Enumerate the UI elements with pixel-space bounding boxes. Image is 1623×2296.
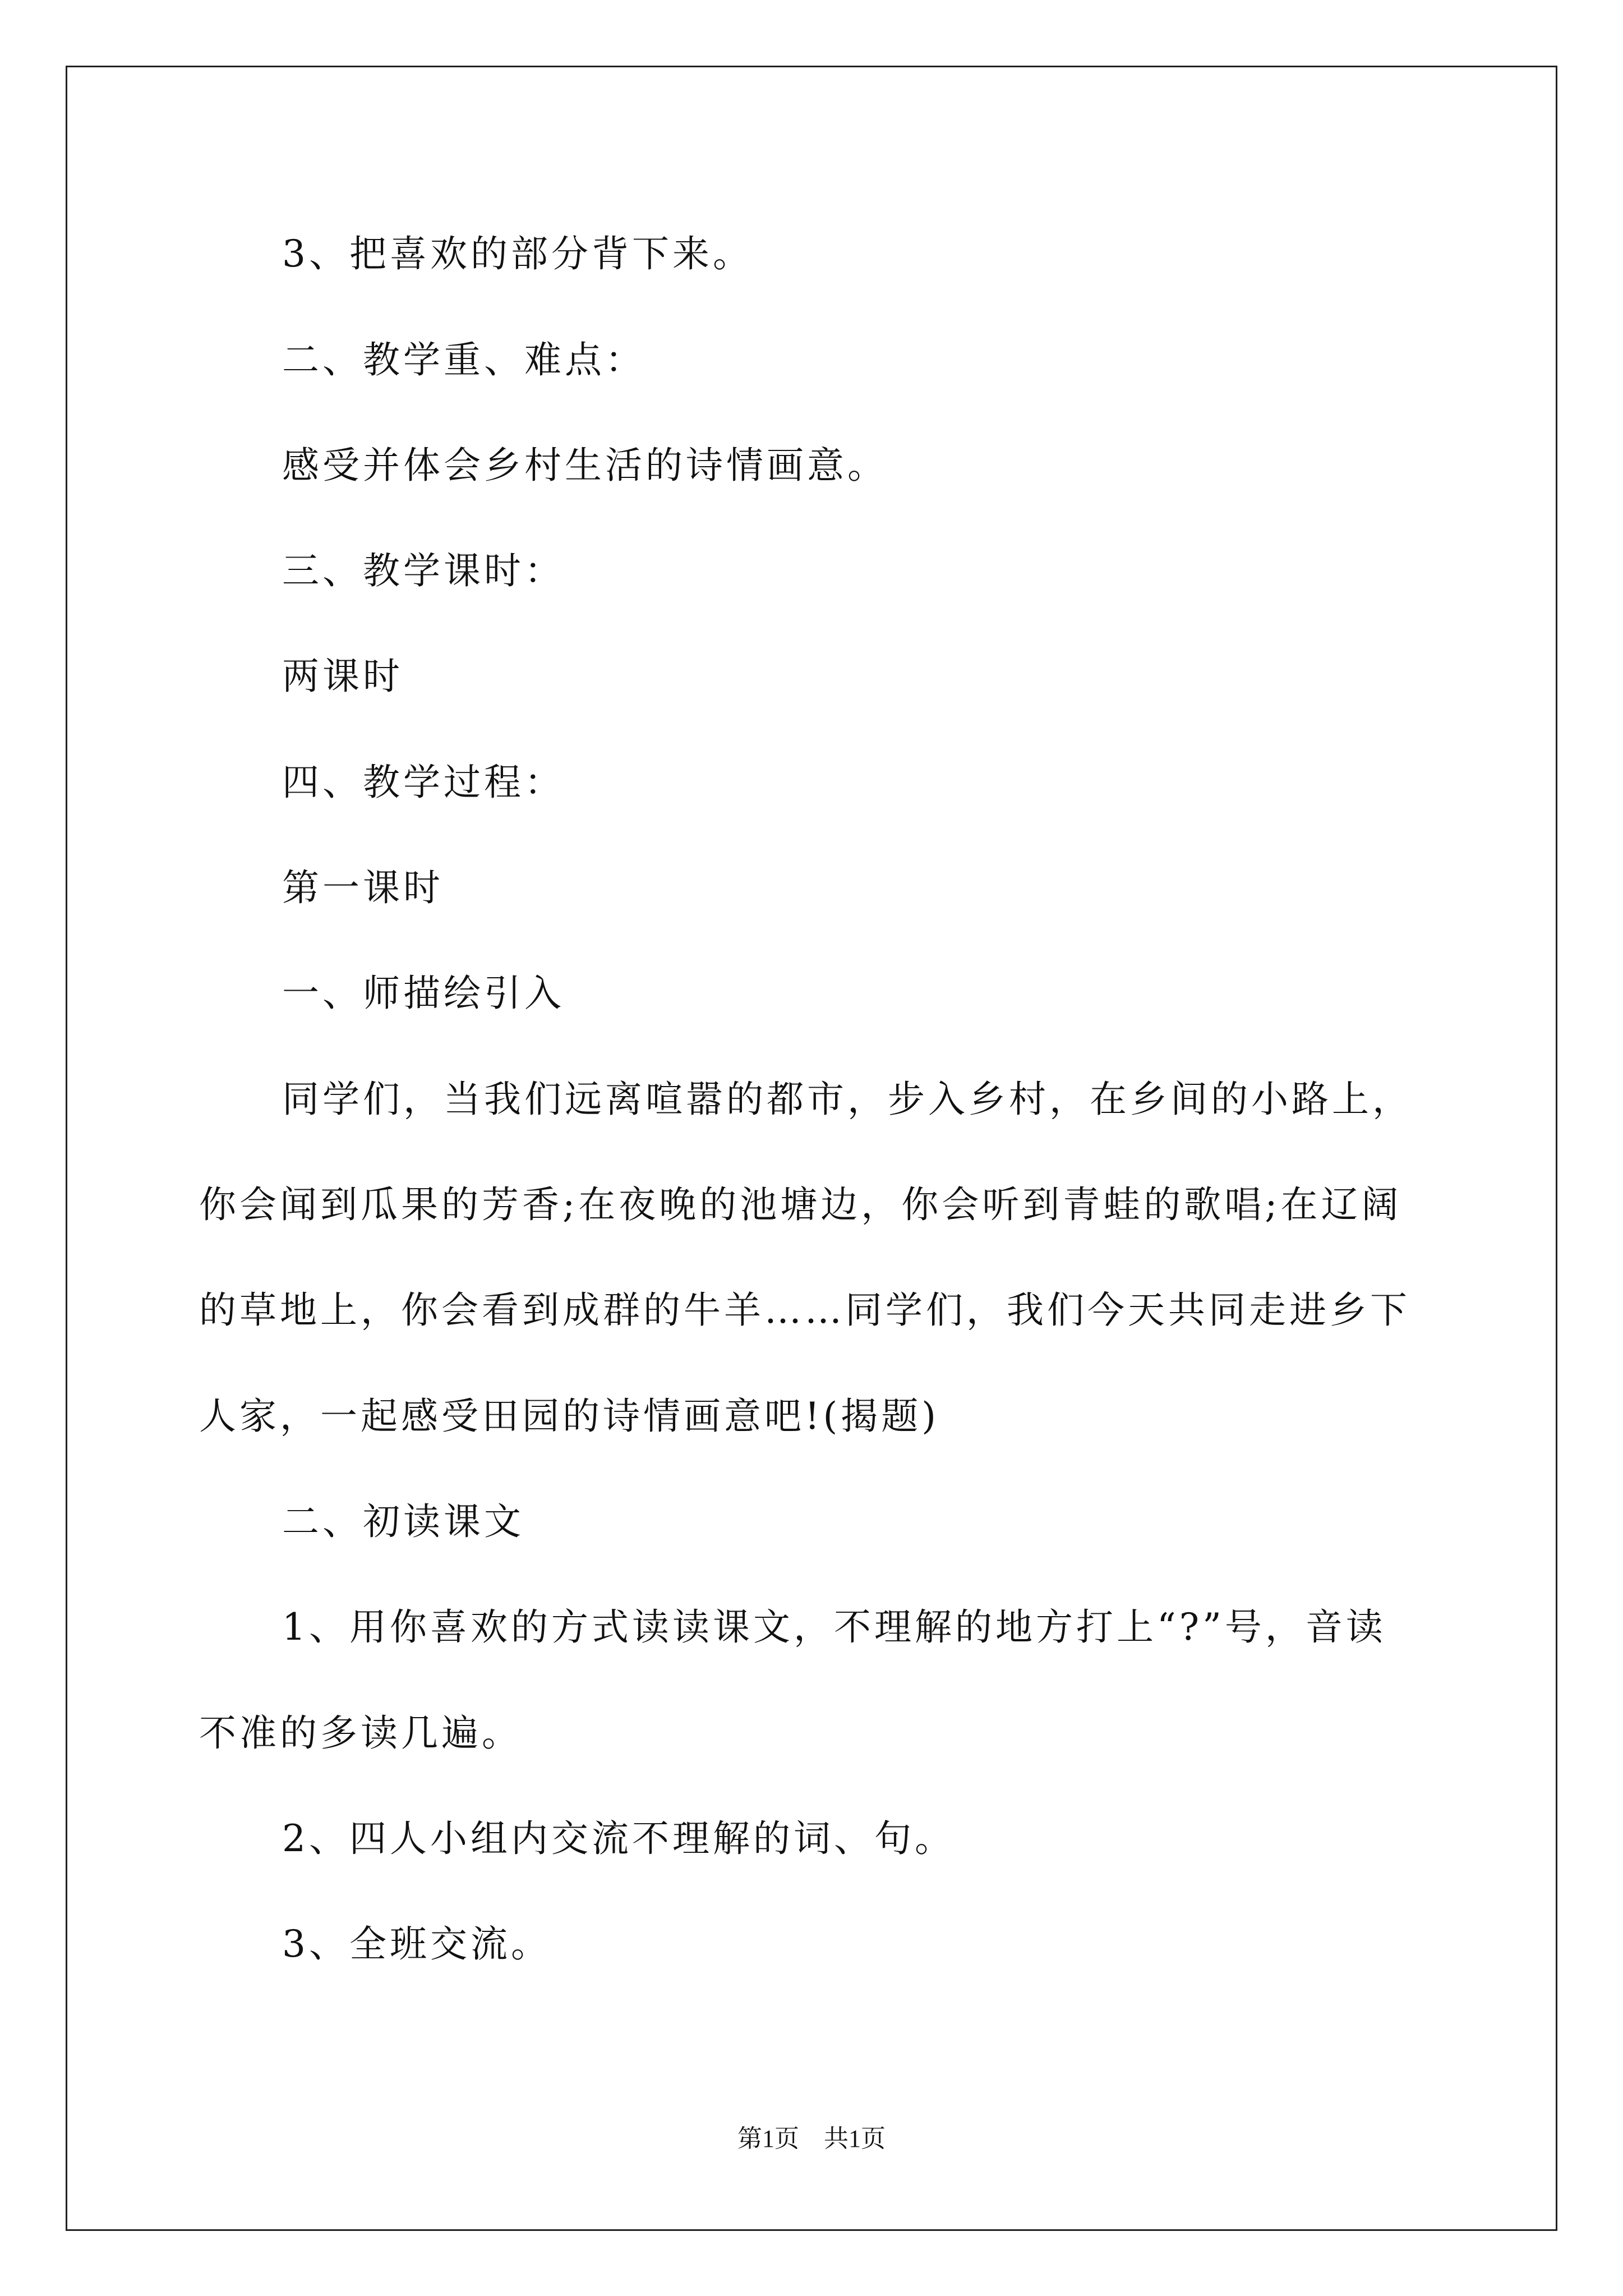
paragraph-11-line-1: 1、用你喜欢的方式读读课文，不理解的地方打上“?”号，音读 [282, 1605, 1386, 1649]
page-border [66, 66, 1557, 2231]
paragraph-8: 一、师描绘引入 [282, 972, 565, 1015]
paragraph-11-line-2: 不准的多读几遍。 [199, 1711, 522, 1755]
paragraph-3: 感受并体会乡村生活的诗情画意。 [282, 444, 888, 487]
paragraph-5: 两课时 [282, 655, 403, 698]
paragraph-12: 2、四人小组内交流不理解的词、句。 [282, 1817, 955, 1860]
paragraph-9-line-2: 你会闻到瓜果的芳香;在夜晚的池塘边，你会听到青蛙的歌唱;在辽阔 [199, 1183, 1402, 1226]
paragraph-1: 3、把喜欢的部分背下来。 [282, 232, 753, 275]
paragraph-13: 3、全班交流。 [282, 1922, 551, 1966]
paragraph-2: 二、教学重、难点： [282, 338, 645, 381]
paragraph-9-line-3: 的草地上，你会看到成群的牛羊……同学们，我们今天共同走进乡下 [199, 1289, 1410, 1332]
paragraph-10: 二、初读课文 [282, 1500, 524, 1543]
paragraph-4: 三、教学课时： [282, 549, 565, 592]
paragraph-7: 第一课时 [282, 866, 444, 909]
paragraph-6: 四、教学过程： [282, 761, 565, 804]
page-number-footer: 第1页 共1页 [737, 2125, 886, 2152]
paragraph-9-line-1: 同学们，当我们远离喧嚣的都市，步入乡村，在乡间的小路上， [282, 1078, 1413, 1121]
paragraph-9-line-4: 人家，一起感受田园的诗情画意吧!(揭题) [199, 1395, 940, 1438]
